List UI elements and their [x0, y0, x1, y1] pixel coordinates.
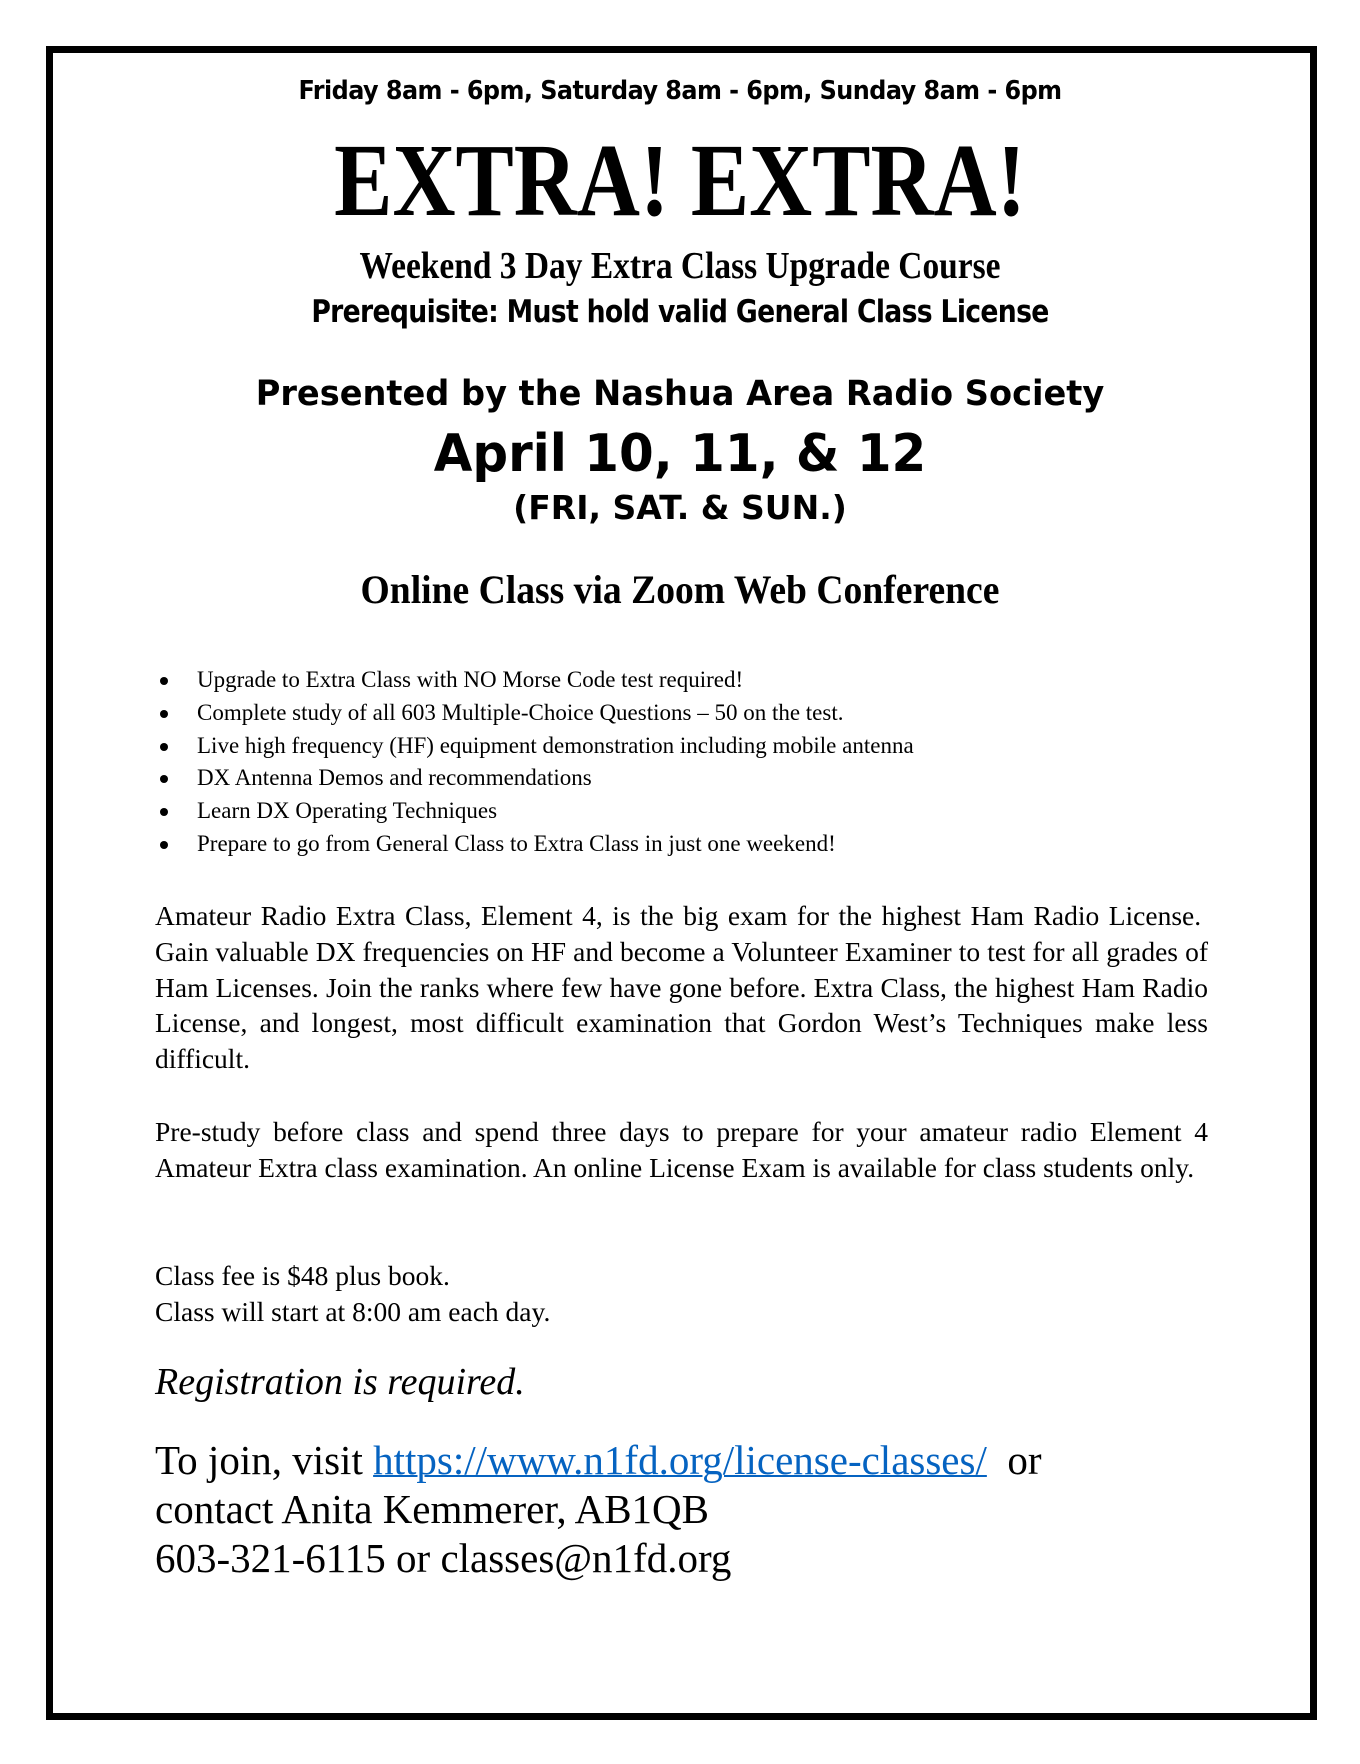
- list-item: [155, 762, 914, 795]
- list-item: [155, 697, 914, 730]
- event-days: (FRI, SAT. & SUN.): [513, 488, 847, 527]
- course-subtitle: Weekend 3 Day Extra Class Upgrade Course: [359, 245, 1001, 287]
- prerequisite: Prerequisite: Must hold valid General Class License: [311, 294, 1049, 330]
- bullet-icon: [160, 677, 168, 685]
- schedule-hours: Friday 8am - 6pm, Saturday 8am - 6pm, Sunday 8am - 6pm: [298, 76, 1062, 106]
- list-item-text: Live high frequency (HF) equipment demonstration including mobile antenna: [197, 732, 914, 758]
- list-item-text: Complete study of all 603 Multiple-Choice Questions – 50 on the test.: [197, 699, 844, 725]
- bullet-icon: [160, 775, 168, 783]
- registration-link[interactable]: https://www.n1fd.org/license-classes/: [373, 1437, 987, 1483]
- feature-list: [155, 664, 914, 861]
- list-item-text: DX Antenna Demos and recommendations: [197, 765, 592, 791]
- list-item-text: Upgrade to Extra Class with NO Morse Code test required!: [197, 667, 744, 692]
- prestudy-paragraph: Pre-study before class and spend three days to prepare for your amateur radio Element 4 Amateur Extra class examination. An online License Exam is available for class students only.: [155, 1116, 1208, 1183]
- start-time: Class will start at 8:00 am each day.: [155, 1296, 551, 1327]
- registration-note: Registration is required.: [155, 1361, 525, 1403]
- description-paragraph: Amateur Radio Extra Class, Element 4, is the big exam for the highest Ham Radio License. Gain valuable DX frequencies on HF and become a Volunteer Examiner to test for all grades of Ham Licenses. Join the ranks where few have gone before. Extra Class, the highest Ham Radio License, and longest, most difficult examination that Gordon West’s Techniques make less difficult.: [155, 900, 1208, 1075]
- bullet-icon: [160, 841, 168, 849]
- phone-email: 603-321-6115 or classes@n1fd.org: [155, 1535, 732, 1581]
- list-item: [155, 730, 914, 763]
- list-item: [155, 664, 914, 697]
- join-prefix: To join, visit: [155, 1437, 374, 1483]
- event-dates: April 10, 11, & 12: [433, 424, 927, 484]
- contact-block: [155, 1436, 1042, 1583]
- list-item: [155, 795, 914, 828]
- bullet-icon: [160, 808, 168, 816]
- headline: EXTRA! EXTRA!: [334, 123, 1026, 238]
- class-format: Online Class via Zoom Web Conference: [360, 567, 1000, 612]
- contact-person: contact Anita Kemmerer, AB1QB: [155, 1486, 710, 1532]
- class-fee: Class fee is $48 plus book.: [155, 1260, 450, 1291]
- join-line: [155, 1436, 1042, 1485]
- bullet-icon: [160, 743, 168, 751]
- list-item: [155, 828, 914, 861]
- join-suffix: or: [986, 1437, 1042, 1483]
- presenter: Presented by the Nashua Area Radio Society: [255, 374, 1105, 414]
- bullet-icon: [160, 710, 168, 718]
- list-item-text: Learn DX Operating Techniques: [197, 798, 498, 824]
- list-item-text: Prepare to go from General Class to Extra Class in just one weekend!: [197, 830, 836, 856]
